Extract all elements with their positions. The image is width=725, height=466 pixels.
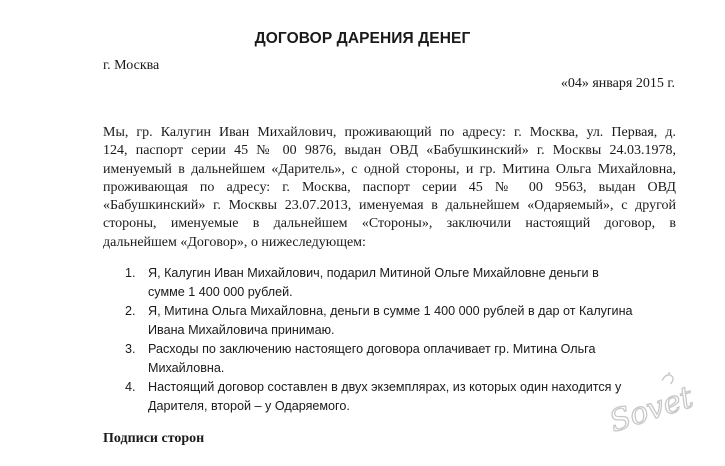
preamble-line: дальнейшем «Договор», о нижеследующем:: [103, 234, 366, 250]
item-line: сумме 1 400 000 рублей.: [148, 285, 293, 299]
item-line: Михайловна.: [148, 361, 225, 375]
preamble-paragraph: [103, 124, 676, 252]
preamble-line: «Бабушкинский» г. Москвы 23.07.2013, именуемая в дальнейшем «Одаряемый», с другой: [103, 198, 676, 214]
preamble-line: Мы, гр. Калугин Иван Михайлович, проживающий по адресу: г. Москва, ул. Первая, д.: [103, 125, 676, 140]
item-line: Я, Калугин Иван Михайлович, подарил Митиной Ольге Михайловне деньги в: [148, 266, 599, 280]
city-label: г. Москва: [103, 58, 160, 73]
document-title: ДОГОВОР ДАРЕНИЯ ДЕНЕГ: [254, 30, 471, 47]
item-line: Дарителя, второй – у Одаряемого.: [148, 399, 350, 413]
item-text: [148, 340, 678, 378]
item-number: 3.: [125, 342, 136, 356]
item-line: Расходы по заключению настоящего договора оплачивает гр. Митина Ольга: [148, 342, 596, 356]
watermark-text: Sovet: [605, 379, 698, 440]
date-label: «04» января 2015 г.: [560, 76, 675, 91]
watermark-logo: [600, 372, 710, 442]
item-line: Настоящий договор составлен в двух экземплярах, из которых один находится у: [148, 380, 622, 394]
item-text: [148, 302, 678, 340]
item-line: Я, Митина Ольга Михайловна, деньги в сумме 1 400 000 рублей в дар от Калугина: [148, 304, 633, 318]
item-number: 4.: [125, 380, 136, 394]
item-text: [148, 378, 678, 416]
item-number: 2.: [125, 304, 136, 318]
item-text: [148, 264, 678, 302]
preamble-line: проживающая по адресу: г. Москва, паспорт серии 45 № 00 9563, выдан ОВД: [103, 179, 676, 195]
preamble-line: именуемый в дальнейшем «Даритель», с одной стороны, и гр. Митина Ольга Михайловна,: [103, 161, 676, 177]
preamble-line: 124, паспорт серии 45 № 00 9876, выдан ОВД «Бабушкинский» г. Москвы 24.03.1978,: [103, 143, 676, 159]
item-number: 1.: [125, 266, 136, 280]
signatures-heading: Подписи сторон: [103, 431, 205, 446]
preamble-line: стороны, именуемые в дальнейшем «Стороны», заключили настоящий договор, в: [103, 216, 676, 232]
item-line: Ивана Михайловича принимаю.: [148, 323, 335, 337]
